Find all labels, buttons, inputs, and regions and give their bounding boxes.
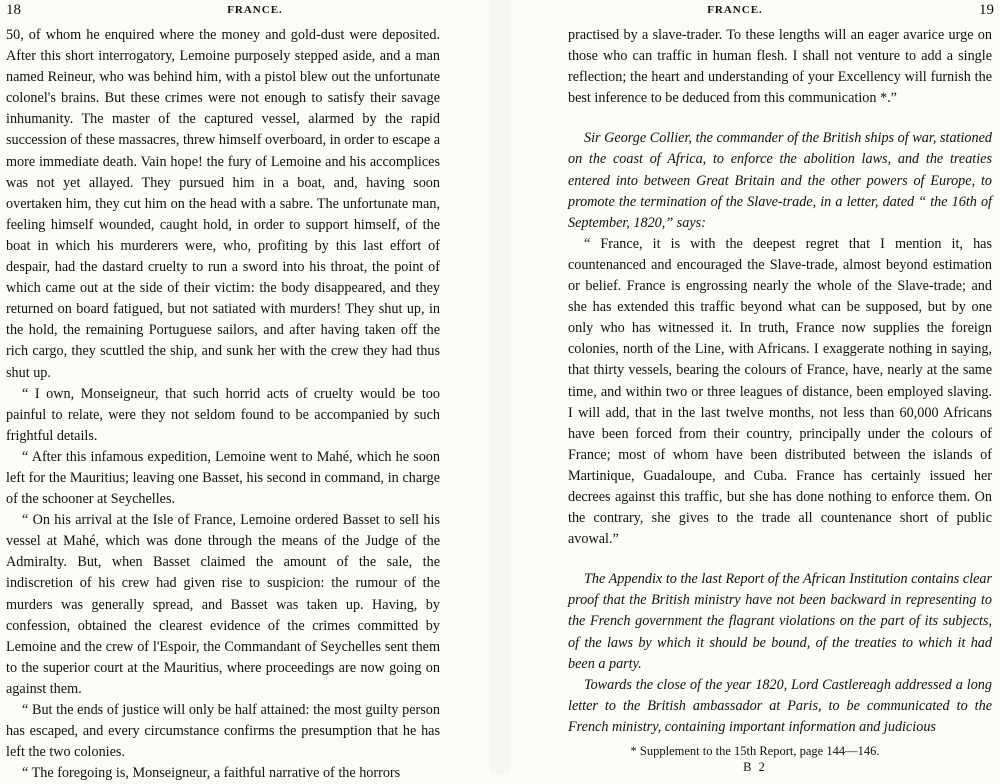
right-paragraph-5: Towards the close of the year 1820, Lord Castlereagh addressed a long letter to the British ambassador at Paris, to be communicated to the French ministry, containing important information and judicious [568, 676, 992, 735]
right-paragraph-4: The Appendix to the last Report of the African Institution contains clear proof that the British ministry have not been backward in representing to the French government the flagrant violations on the part of its subjects, of the laws by which it should be bound, of the treaties to which it had been a party. [568, 571, 992, 672]
left-paragraph-6: “ The foregoing is, Monseigneur, a faithful narrative of the horrors [22, 765, 401, 782]
signature-mark: B 2 [743, 760, 767, 774]
right-paragraph-2: Sir George Collier, the commander of the British ships of war, stationed on the coast of Africa, to enforce the abolition laws, and the treaties entered into between Great Britain and the other powers of Europe, to promote the termination of the Slave-trade, in a letter, dated “ the 16th of September, 1820,” says: [568, 130, 992, 231]
left-page [0, 0, 490, 782]
left-paragraph-4: “ On his arrival at the Isle of France, Lemoine ordered Basset to sell his vessel at Mahé, which was done through the means of the Judge of the Admiralty. But, when Basset claimed the amount of the sale, the indiscretion of his crew had given rise to suspicion: the rumour of the murders was generally spread, and Basset was taken up. Having, by confession, obtained the clearest evidence of the crimes committed by Lemoine and the crew of l'Espoir, the Commandant of Seychelles sent them to the superior court at the Mauritius, where proceedings are now going on against them. [6, 512, 440, 697]
right-paragraph-3: “ France, it is with the deepest regret that I mention it, has countenanced and encouraged the Slave-trade, almost beyond estimation or belief. France is engrossing nearly the whole of the Slave-trade; and she has extended this traffic beyond what can be supposed, but by one only who has witnessed it. In truth, France now supplies the foreign colonies, north of the Line, with Africans. I exaggerate nothing in saying, that thirty vessels, bearing the colours of France, have, nearly at the same time, and within two or three leagues of distance, been employed slaving. I will add, that in the last twelve months, not less than 60,000 Africans have been forced from their country, principally under the colours of France; most of whom have been distributed between the islands of Martinique, Guadaloupe, and Cuba. France has certainly issued her decrees against this traffic, but she has done nothing to enforce them. On the contrary, she gives to the trade all countenance short of public avowal.” [568, 235, 992, 548]
left-paragraph-2: “ I own, Monseigneur, that such horrid acts of cruelty would be too painful to relate, were they not seldom found to be accompanied by such frightful details. [6, 385, 440, 444]
left-running-title: FRANCE. [227, 4, 283, 16]
right-page-number: 19 [979, 2, 994, 18]
section-gap [568, 109, 992, 128]
section-gap [568, 550, 992, 569]
page-gutter [490, 0, 510, 774]
left-paragraph-5: “ But the ends of justice will only be half attained: the most guilty person has escaped, and every circumstance confirms the presumption that he has left the two colonies. [6, 702, 440, 761]
right-running-title: FRANCE. [707, 4, 763, 16]
left-page-number: 18 [6, 2, 21, 18]
left-paragraph-3: “ After this infamous expedition, Lemoine went to Mahé, which he soon left for the Mauritius; leaving one Basset, his second in command, in charge of the schooner at Seychelles. [6, 448, 440, 508]
left-paragraph-1: 50, of whom he enquired where the money and gold-dust were deposited. After this short interrogatory, Lemoine purposely stepped aside, and a man named Reineur, who was behind him, with a pistol blew out the unfortunate colonel's brains. But these crimes were not enough to satisfy their savage inhumanity. The master of the captured vessel, alarmed by the rapid succession of these massacres, threw himself overboard, in order to escape a more immediate death. Vain hope! the fury of Lemoine and his accomplices was not yet allayed. They pursued him in a boat, and, having soon overtaken him, they cut him on the head with a sabre. The unfortunate man, feeling himself wounded, caught hold, in order to support himself, of the boat in which his murderers were, who, profiting by this last effort of despair, had the dastard cruelty to run a sword into his throat, the point of which came out at the side of their victim: the body disappeared, and they returned on board fatigued, but not satiated with murders! They shut up, in the hold, the remaining Portuguese sailors, and after having taken off the rich cargo, they scuttled the ship, and sunk her with the crew they had thus shut up. [6, 27, 440, 381]
right-page [510, 0, 1000, 774]
right-paragraph-1: practised by a slave-trader. To these lengths will an eager avarice urge on those who can traffic in human flesh. I shall not venture to add a single reflection; the heart and understanding of your Excellency will furnish the best inference to be deduced from this communication *.” [568, 27, 992, 107]
right-running-head [510, 2, 1000, 22]
left-text-column [6, 25, 440, 784]
right-footnote: * Supplement to the 15th Report, page 144—146. [630, 744, 880, 758]
left-running-head [0, 2, 490, 22]
right-text-column [568, 25, 992, 738]
